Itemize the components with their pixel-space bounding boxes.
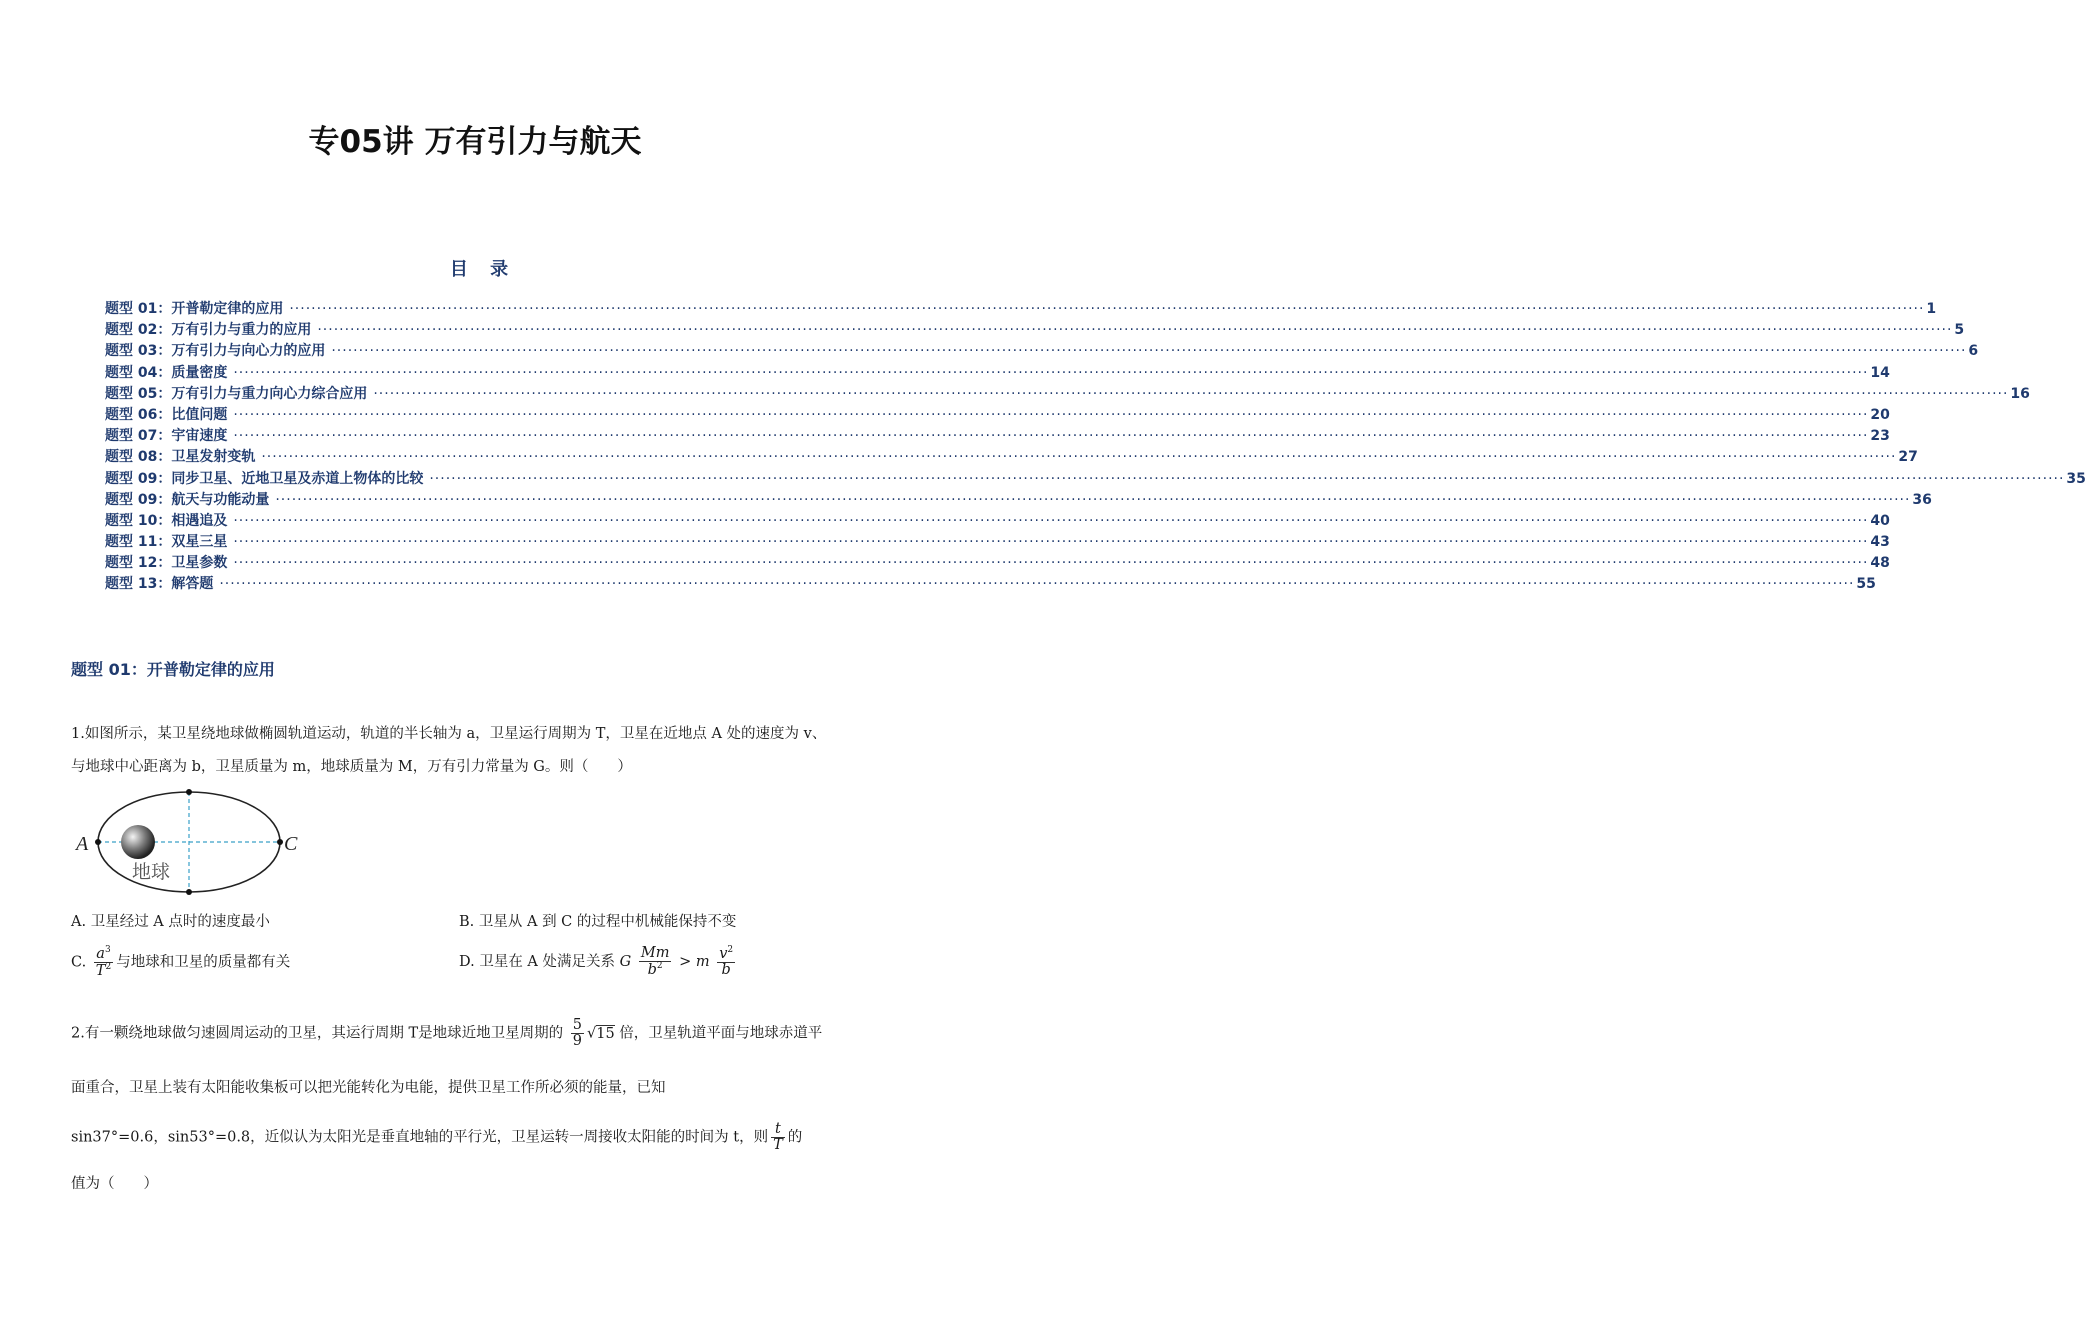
toc-item-page: 40	[1870, 512, 1890, 529]
section-title: 题型 01：开普勒定律的应用	[71, 660, 275, 679]
toc-item-page: 14	[1870, 364, 1890, 381]
bottom-dot	[186, 889, 192, 895]
frac-denominator: T	[95, 962, 106, 979]
toc-item-label: 题型 10：相遇追及	[105, 512, 228, 529]
toc-item-page: 55	[1856, 576, 1876, 593]
option-c-fraction	[94, 946, 113, 979]
q2-text-b: 倍，卫星轨道平面与地球赤道平	[619, 1025, 823, 1042]
toc-leader: ············································································································································································································································································································	[331, 343, 1967, 360]
toc-item-label: 题型 09：同步卫星、近地卫星及赤道上物体的比较	[105, 470, 424, 487]
toc-item[interactable]	[105, 363, 1890, 384]
q2-text-d: 的	[787, 1129, 803, 1146]
question-1-line-2: 与地球中心距离为 b，卫星质量为 m，地球质量为 M，万有引力常量为 G。则（ ）	[71, 759, 632, 775]
earth-label: 地球	[132, 861, 171, 883]
q2-ratio-fraction	[571, 1018, 584, 1049]
top-dot	[186, 789, 192, 795]
toc-item[interactable]	[105, 384, 2030, 405]
question-1-stem	[71, 718, 891, 784]
toc-item[interactable]	[105, 490, 1932, 511]
toc-item[interactable]	[105, 574, 1876, 595]
toc-item[interactable]	[105, 341, 1979, 362]
option-d[interactable]	[459, 946, 738, 978]
frac-denominator: b	[647, 962, 657, 979]
toc-item-label: 题型 05：万有引力与重力向心力综合应用	[105, 385, 368, 402]
option-d-g: G	[619, 954, 632, 971]
toc-item-label: 题型 04：质量密度	[105, 364, 228, 381]
toc-leader: ············································································································································································································································································································	[233, 364, 1869, 381]
option-c-text: 与地球和卫星的质量都有关	[116, 954, 291, 971]
toc-item-label: 题型 03：万有引力与向心力的应用	[105, 343, 326, 360]
page-title: 专05讲 万有引力与航天	[308, 124, 642, 160]
toc-item-label: 题型 08：卫星发射变轨	[105, 449, 256, 466]
toc-leader: ············································································································································································································································································································	[233, 428, 1869, 445]
toc-item[interactable]	[105, 320, 1965, 341]
toc-item[interactable]	[105, 532, 1890, 553]
q2-text-a: 2.有一颗绕地球做匀速圆周运动的卫星，其运行周期 T是地球近地卫星周期的	[71, 1025, 564, 1042]
toc-leader: ············································································································································································································································································································	[373, 385, 2009, 402]
option-d-m: m	[695, 954, 710, 971]
frac-numerator: a	[96, 945, 105, 962]
toc-item[interactable]	[105, 405, 1890, 426]
option-d-fraction-1	[639, 946, 672, 978]
option-c[interactable]	[71, 946, 290, 979]
option-c-prefix: C.	[71, 954, 87, 971]
question-2-line-2: 面重合，卫星上装有太阳能收集板可以把光能转化为电能，提供卫星工作所必须的能量，已知	[71, 1080, 666, 1096]
label-c: C	[284, 833, 298, 855]
toc-item-page: 23	[1870, 428, 1890, 445]
earth-icon	[121, 825, 155, 859]
frac-numerator: v	[719, 945, 728, 962]
toc-item[interactable]	[105, 426, 1890, 447]
option-d-fraction-2	[717, 946, 735, 978]
frac-numerator: Mm	[640, 945, 670, 961]
toc-item-page: 48	[1870, 555, 1890, 572]
toc-item-page: 43	[1870, 534, 1890, 551]
toc-leader: ············································································································································································································································································································	[233, 406, 1869, 423]
frac-numerator: 5	[572, 1017, 582, 1033]
option-b[interactable]: B. 卫星从 A 到 C 的过程中机械能保持不变	[459, 914, 737, 930]
toc-leader: ············································································································································································································································································································	[317, 322, 1953, 339]
toc-item[interactable]	[105, 511, 1890, 532]
toc-item-label: 题型 13：解答题	[105, 576, 214, 593]
toc-leader: ············································································································································································································································································································	[429, 470, 2065, 487]
q2-text-c: sin37°=0.6，sin53°=0.8，近似认为太阳光是垂直地轴的平行光，卫星运转一周接收太阳能的时间为 t，则	[71, 1129, 769, 1146]
q2-t-fraction	[771, 1122, 785, 1153]
option-d-gt: >	[679, 954, 692, 971]
frac-denominator: 9	[572, 1033, 582, 1050]
toc-item[interactable]	[105, 447, 1918, 468]
toc-item-label: 题型 11：双星三星	[105, 534, 228, 551]
toc-leader: ············································································································································································································································································································	[233, 534, 1869, 551]
question-2-line-1	[71, 1018, 891, 1049]
orbit-diagram	[72, 786, 312, 898]
table-of-contents	[105, 299, 2086, 596]
question-2-line-3	[71, 1122, 891, 1153]
frac-numerator: t	[771, 1122, 785, 1138]
toc-leader: ············································································································································································································································································································	[275, 491, 1911, 508]
toc-item[interactable]	[105, 299, 1937, 320]
frac-exponent: 3	[104, 945, 111, 955]
toc-leader: ············································································································································································································································································································	[261, 449, 1897, 466]
question-2-line-4: 值为（ ）	[71, 1176, 158, 1192]
frac-exponent: 2	[727, 945, 734, 955]
option-d-prefix: D. 卫星在 A 处满足关系	[459, 954, 616, 971]
toc-item-page: 6	[1968, 343, 1979, 360]
toc-leader: ············································································································································································································································································································	[289, 301, 1925, 317]
toc-leader: ············································································································································································································································································································	[219, 576, 1855, 593]
frac-exponent: 2	[105, 962, 112, 973]
toc-item[interactable]	[105, 553, 1890, 574]
sqrt-icon: √	[586, 1025, 597, 1042]
toc-item-label: 题型 06：比值问题	[105, 406, 228, 423]
option-a[interactable]: A. 卫星经过 A 点时的速度最小	[71, 914, 270, 930]
toc-item-page: 20	[1870, 406, 1890, 423]
toc-item-page: 35	[2066, 470, 2086, 487]
toc-item[interactable]	[105, 469, 2086, 490]
q2-sqrt-value: 15	[596, 1025, 615, 1042]
toc-heading: 目 录	[449, 259, 517, 280]
toc-item-label: 题型 07：宇宙速度	[105, 428, 228, 445]
question-1-line-1: 1.如图所示，某卫星绕地球做椭圆轨道运动，轨道的半长轴为 a，卫星运行周期为 T，卫星在近地点 A 处的速度为 v、	[71, 726, 827, 742]
frac-denominator: b	[721, 962, 731, 979]
toc-item-page: 27	[1898, 449, 1918, 466]
label-a: A	[76, 833, 89, 855]
toc-item-label: 题型 01：开普勒定律的应用	[105, 301, 284, 317]
toc-item-label: 题型 12：卫星参数	[105, 555, 228, 572]
toc-leader: ············································································································································································································································································································	[233, 555, 1869, 572]
toc-item-page: 1	[1926, 301, 1937, 317]
toc-item-page: 5	[1954, 322, 1965, 339]
toc-item-label: 题型 02：万有引力与重力的应用	[105, 322, 312, 339]
frac-denominator: T	[773, 1137, 783, 1154]
point-c-dot	[277, 839, 283, 845]
toc-leader: ············································································································································································································································································································	[233, 512, 1869, 529]
toc-item-page: 36	[1912, 491, 1932, 508]
point-a-dot	[95, 839, 101, 845]
frac-exponent: 2	[656, 961, 663, 972]
toc-item-page: 16	[2010, 385, 2030, 402]
toc-item-label: 题型 09：航天与功能动量	[105, 491, 270, 508]
